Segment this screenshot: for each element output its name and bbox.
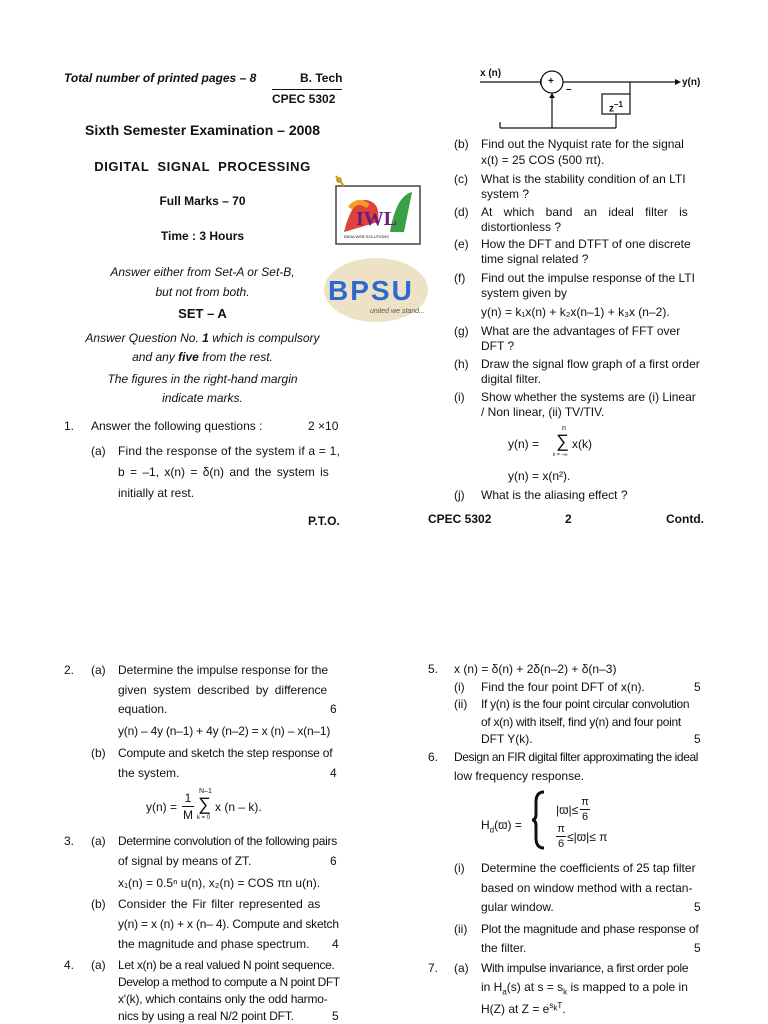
q2b-eq-fraction-bar: [182, 806, 194, 807]
instruction-4b: five: [178, 350, 199, 364]
q2b-eq-num: 1: [184, 791, 192, 805]
q1i-label: (i): [454, 390, 465, 404]
diagram-adder: +: [548, 76, 554, 87]
paper-code: CPEC 5302: [272, 92, 336, 106]
q1j-line1: What is the aliasing effect ?: [481, 488, 628, 502]
q6i-line2: based on window method with a rectan-: [481, 881, 693, 895]
q1b-label: (b): [454, 137, 469, 151]
diagram-output: y(n): [682, 77, 701, 88]
q3b-line2: y(n) = x (n) + x (n– 4). Compute and sketch: [118, 917, 339, 931]
q1-marks: 2 ×10: [308, 419, 339, 433]
q7a-sub-a: a: [502, 987, 507, 997]
q2b-eq-sigma: ∑: [198, 794, 211, 814]
q5ii-line2: of x(n) with itself, find y(n) and four point: [481, 715, 681, 729]
instruction-3c: which is compulsory: [212, 331, 320, 345]
iwl-tagline: INDIA WEB SOLUTIONS: [344, 234, 389, 239]
q2b-eq-lhs: y(n) =: [146, 800, 178, 814]
iwl-text: IWL: [356, 208, 398, 230]
q6-number: 6.: [428, 750, 439, 764]
q2a-line1: Determine the impulse response for the: [118, 663, 329, 677]
q1h-line1: Draw the signal flow graph of a first order: [481, 357, 700, 371]
q1i-eq1-sum-top: n: [562, 425, 566, 432]
q2a-marks: 6: [330, 702, 337, 716]
q7a-line1: With impulse invariance, a first order pole: [481, 961, 689, 975]
instruction-6: indicate marks.: [162, 391, 243, 405]
q2-number: 2.: [64, 663, 75, 677]
q2b-eq-den: M: [183, 808, 193, 822]
exam-title: Sixth Semester Examination – 2008: [85, 122, 320, 138]
q2b-line1: Compute and sketch the step response of: [118, 746, 333, 760]
q1h-line2: digital filter.: [481, 372, 542, 386]
q1d-line1: At which band an ideal filter is: [481, 205, 688, 219]
q6-case2-b: ≤|ϖ|≤ π: [567, 830, 608, 844]
q1g-line1: What are the advantages of FFT over: [481, 324, 681, 338]
q3b-marks: 4: [332, 937, 339, 951]
q1h-label: (h): [454, 357, 469, 371]
q5ii-label: (ii): [454, 697, 468, 711]
q4a-line2: Develop a method to compute a N point DFT: [118, 975, 340, 989]
q3-number: 3.: [64, 834, 75, 848]
q5i-marks: 5: [694, 680, 701, 694]
q1c-label: (c): [454, 172, 468, 186]
q7a-label: (a): [454, 961, 469, 975]
q1d-label: (d): [454, 205, 469, 219]
q2a-line2: given system described by difference: [118, 683, 328, 697]
q2b-eq-rhs: x (n – k).: [215, 800, 262, 814]
q1e-line2: time signal related ?: [481, 252, 589, 266]
diagram-delay-exp: –1: [614, 100, 623, 109]
q1i-eq1-sum-bot: k = –∞: [553, 452, 568, 458]
q2b-line2: the system.: [118, 766, 180, 780]
q1i-line1: Show whether the systems are (i) Linear: [481, 390, 696, 404]
q6-case1-a: |ϖ|≤: [556, 803, 579, 817]
q1a-line1: Find the response of the system if a = 1,: [118, 444, 340, 458]
q1i-eq1-lhs: y(n) =: [508, 437, 540, 451]
q1g-label: (g): [454, 324, 469, 338]
q3a-line1: Determine convolution of the following pairs: [118, 834, 337, 848]
q7a-line2: in $H_a(s)$ at $s = s_k$ is mapped to a pole in: [481, 980, 688, 997]
q6-case2-pi: π: [557, 823, 565, 835]
q1i-eq1-rhs: x(k): [572, 437, 592, 451]
q4a-line3: x'(k), which contains only the odd harmo-: [118, 992, 328, 1006]
q2a-equation: y(n) – 4y (n–1) + 4y (n–2) = x (n) – x(n–1): [118, 724, 331, 738]
printed-pages: Total number of printed pages – 8: [64, 71, 257, 85]
diagram-delay: [609, 97, 623, 116]
q5-equation: x (n) = δ(n) + 2δ(n–2) + δ(n–3): [454, 662, 617, 676]
q2a-line3: equation.: [118, 702, 168, 716]
q4a-line1: Let x(n) be a real valued N point sequence.: [118, 958, 335, 972]
q1-text: Answer the following questions :: [91, 419, 263, 433]
diagram-minus: –: [566, 84, 572, 95]
q5ii-marks: 5: [694, 732, 701, 746]
q6-case2-six: 6: [557, 838, 565, 850]
q1i-eq2: y(n) = x(n²).: [508, 469, 571, 483]
iwl-logo: [334, 172, 422, 246]
q1f-label: (f): [454, 271, 466, 285]
q2b-label: (b): [91, 746, 106, 760]
q7a-sub-k: k: [563, 987, 568, 997]
q6i-label: (i): [454, 861, 465, 875]
instruction-4: [60, 350, 345, 365]
time: Time : 3 Hours: [160, 229, 245, 243]
q6-brace-graphic: [530, 790, 550, 850]
q1b-line2: x(t) = 25 COS (500 πt).: [481, 153, 605, 167]
q1-number: 1.: [64, 419, 75, 433]
footer-code: CPEC 5302: [428, 512, 492, 526]
q1f-line1: Find out the impulse response of the LTI: [481, 271, 695, 285]
q1c-line1: What is the stability condition of an LTI: [481, 172, 686, 186]
q2b-eq-top: N–1: [199, 788, 212, 795]
q6-brace: [530, 790, 550, 850]
q6i-line1: Determine the coefficients of 25 tap filter: [481, 861, 696, 875]
q6-eq-rest: (ϖ) =: [494, 818, 522, 832]
q3b-label: (b): [91, 897, 106, 911]
q3a-label: (a): [91, 834, 106, 848]
diagram-delay-z: z: [609, 103, 614, 115]
q6-eq-lhs: [481, 818, 522, 837]
set-title: SET – A: [178, 306, 227, 321]
q6ii-line2: the filter.: [481, 941, 527, 955]
block-diagram: [470, 60, 710, 140]
full-marks: Full Marks – 70: [159, 194, 246, 208]
q7a-sup: skT: [549, 1001, 563, 1013]
instruction-3: [60, 331, 345, 346]
q3b-line3: the magnitude and phase spectrum.: [118, 937, 310, 951]
q1e-label: (e): [454, 237, 469, 251]
pto: P.T.O.: [308, 514, 340, 528]
q5-number: 5.: [428, 662, 439, 676]
q1i-eq1-sigma: ∑: [556, 431, 569, 451]
q1g-line2: DFT ?: [481, 339, 515, 353]
q6ii-label: (ii): [454, 922, 468, 936]
q3b-line1: Consider the Fir filter represented as: [118, 897, 321, 911]
q4a-marks: 5: [332, 1009, 339, 1023]
q1j-label: (j): [454, 488, 465, 502]
q1d-line2: distortionless ?: [481, 220, 562, 234]
header-rule: [272, 89, 342, 90]
q6-case1-pi: π: [581, 796, 589, 808]
q6ii-marks: 5: [694, 941, 701, 955]
q3a-equation: x₁(n) = 0.5ⁿ u(n), x₂(n) = COS πn u(n).: [118, 876, 321, 890]
q1a-line3: initially at rest.: [118, 486, 195, 500]
block-diagram-graphic: [470, 60, 710, 140]
q1f-equation: y(n) = k₁x(n) + k₂x(n–1) + k₃x (n–2).: [481, 305, 670, 319]
q6-line1: Design an FIR digital filter approximating the ideal: [454, 750, 699, 764]
instruction-3b: 1: [202, 331, 209, 345]
q2b-marks: 4: [330, 766, 337, 780]
subject: DIGITAL SIGNAL PROCESSING: [94, 159, 311, 174]
q5i-line1: Find the four point DFT of x(n).: [481, 680, 645, 694]
q1c-line2: system ?: [481, 187, 530, 201]
bpsu-text: BPSU: [328, 275, 414, 306]
q2b-eq-bot: k = 0: [197, 815, 211, 821]
q5ii-line3: DFT Y(k).: [481, 732, 533, 746]
instruction-3a: Answer Question No.: [85, 331, 199, 345]
q6i-line3: gular window.: [481, 900, 554, 914]
q5ii-line1: If y(n) is the four point circular convolution: [481, 697, 690, 711]
q3a-line2: of signal by means of ZT.: [118, 854, 252, 868]
instruction-4a: and any: [132, 350, 175, 364]
q1a-line2: b = –1, x(n) = δ(n) and the system is: [118, 465, 329, 479]
q1b-line1: Find out the Nyquist rate for the signal: [481, 137, 684, 151]
instruction-4c: from the rest.: [202, 350, 273, 364]
q1i-line2: / Non linear, (ii) TV/TIV.: [481, 405, 605, 419]
q1a-label: (a): [91, 444, 106, 458]
q6i-marks: 5: [694, 900, 701, 914]
q2a-label: (a): [91, 663, 106, 677]
q6-case1-six: 6: [581, 811, 589, 823]
q1e-line1: How the DFT and DTFT of one discrete: [481, 237, 691, 251]
q3a-marks: 6: [330, 854, 337, 868]
q7a-line3: H(Z) at $Z = e^{s_kT}$.: [481, 1001, 566, 1016]
q6ii-line1: Plot the magnitude and phase response of: [481, 922, 699, 936]
footer-contd: Contd.: [666, 512, 704, 526]
q4a-line4: nics by using a real N/2 point DFT.: [118, 1009, 294, 1023]
q7-number: 7.: [428, 961, 439, 975]
instruction-2: but not from both.: [155, 285, 250, 299]
course: B. Tech: [300, 71, 343, 85]
q4a-label: (a): [91, 958, 106, 972]
bpsu-logo: [320, 254, 432, 324]
q6-eq-h-sub: d: [489, 825, 495, 835]
instruction-1: Answer either from Set-A or Set-B,: [110, 265, 295, 279]
q6-line2: low frequency response.: [454, 769, 585, 783]
q6-eq-h: H: [481, 818, 490, 832]
q5i-label: (i): [454, 680, 465, 694]
bpsu-tagline: united we stand...: [370, 308, 425, 315]
q1f-line2: system given by: [481, 286, 568, 300]
diagram-input: x (n): [480, 68, 502, 79]
footer-page: 2: [565, 512, 572, 526]
instruction-5: The figures in the right-hand margin: [107, 372, 298, 386]
q4-number: 4.: [64, 958, 75, 972]
